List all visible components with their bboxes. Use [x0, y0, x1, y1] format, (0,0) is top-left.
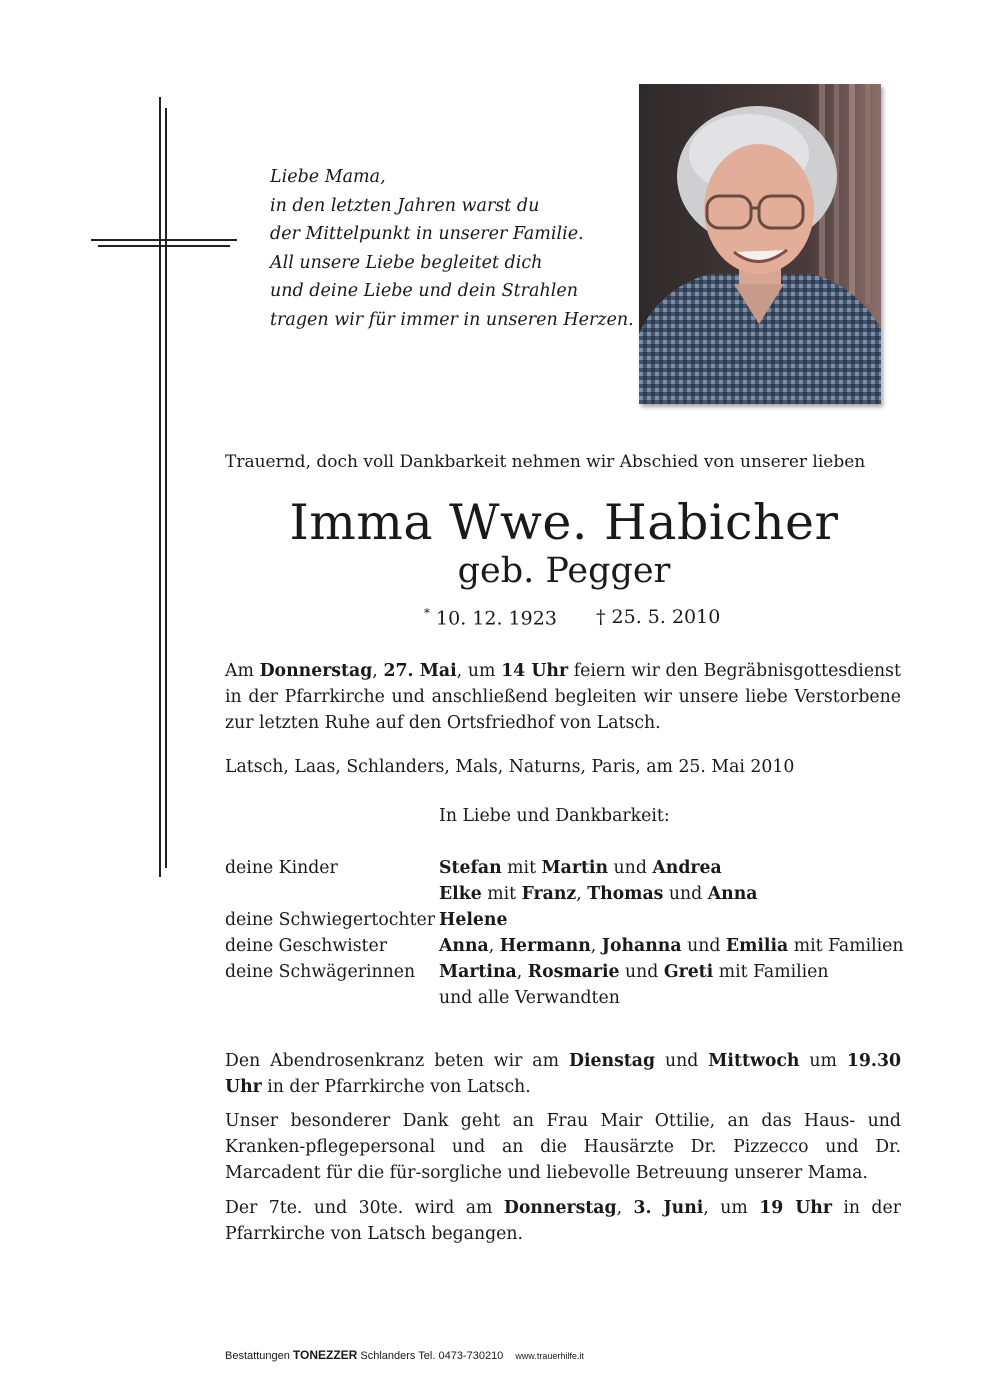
poem — [270, 163, 634, 334]
relation-names — [439, 910, 507, 930]
birth-date-value: 10. 12. 1923 — [436, 607, 557, 630]
relative-name: Franz — [521, 884, 577, 904]
poem-line: und deine Liebe und dein Strahlen — [270, 281, 578, 301]
relation-names — [439, 936, 904, 956]
memorial-paragraph — [225, 1195, 901, 1247]
relative-name: Thomas — [587, 884, 664, 904]
relation-names — [439, 884, 757, 904]
text: , — [372, 661, 384, 681]
thanks-paragraph: Unser besonderer Dank geht an Frau Mair Ottilie, an das Haus- und Kranken-pflegepersonal und an die Hausärzte Dr. Pizzecco und Dr. Marcadent für die für-sorgliche und liebevolle Betreuung unserer Mama. — [225, 1111, 901, 1183]
bold-text: Dienstag — [568, 1051, 656, 1071]
text: mit Familien — [713, 962, 829, 982]
cross-horizontal-line — [91, 239, 237, 241]
website-link[interactable]: www.trauerhilfe.it — [515, 1351, 584, 1361]
text: um — [799, 1051, 847, 1071]
poem-line: tragen wir für immer in unseren Herzen. — [270, 309, 634, 330]
bold-text: 19 Uhr — [759, 1198, 832, 1218]
portrait-image — [639, 84, 881, 404]
relation-label: deine Schwiegertochter — [225, 910, 435, 930]
bold-text: Mittwoch — [708, 1051, 800, 1071]
relative-name: Anna — [707, 884, 758, 904]
text: in der Pfarrkirche von Latsch begangen. — [225, 1198, 901, 1244]
bold-text: Donnerstag — [503, 1198, 617, 1218]
death-symbol: † — [596, 606, 606, 628]
poem-line: Liebe Mama, — [270, 167, 386, 187]
cross-vertical-line — [159, 97, 161, 877]
text: , um — [456, 661, 502, 681]
funeral-paragraph — [225, 658, 901, 736]
bold-text: 19.30 Uhr — [225, 1051, 901, 1097]
relative-name: Stefan — [439, 858, 502, 878]
text: , — [576, 884, 588, 904]
text: mit — [481, 884, 522, 904]
relative-name: Martin — [541, 858, 609, 878]
text: feiern wir den Begräbnisgottesdienst in der Pfarrkirche und anschließend begleiten wir unsere liebe Verstorbene zur letzten Ruhe auf den Ortsfriedhof von Latsch. — [225, 661, 901, 733]
text: mit Familien — [788, 936, 904, 956]
relation-names — [439, 858, 722, 878]
places-date: Latsch, Laas, Schlanders, Mals, Naturns, Paris, am 25. Mai 2010 — [225, 757, 795, 777]
text: , — [616, 1198, 634, 1218]
text: , — [516, 962, 528, 982]
poem-line: All unsere Liebe begleitet dich — [270, 252, 543, 273]
birth-symbol: * — [424, 606, 430, 620]
rosary-paragraph — [225, 1048, 901, 1100]
relative-name: Rosmarie — [527, 962, 620, 982]
text: , um — [703, 1198, 760, 1218]
intro-text: Trauernd, doch voll Dankbarkeit nehmen wir Abschied von unserer lieben — [225, 452, 866, 472]
text: und — [663, 884, 708, 904]
deceased-name: Imma Wwe. Habicher — [289, 494, 839, 551]
text: Der 7te. und 30te. wird am — [225, 1198, 504, 1218]
text: und — [655, 1051, 709, 1071]
gratitude-line: In Liebe und Dankbarkeit: — [439, 806, 670, 826]
bold-text: Donnerstag — [259, 661, 373, 681]
relation-names — [439, 962, 829, 982]
relative-name: Hermann — [499, 936, 591, 956]
text: und — [619, 962, 664, 982]
cross-horizontal-line-inner — [98, 245, 230, 247]
footer — [225, 1348, 584, 1362]
poem-line: der Mittelpunkt in unserer Familie. — [270, 224, 584, 244]
footer-text: Schlanders Tel. 0473-730210 — [357, 1350, 504, 1362]
relative-name: Martina — [439, 962, 517, 982]
bold-text: 27. Mai — [383, 661, 457, 681]
cross-vertical-line-inner — [165, 108, 167, 868]
relative-name: Emilia — [725, 936, 789, 956]
text: Den Abendrosenkranz beten wir am — [225, 1051, 569, 1071]
relative-name: Elke — [439, 884, 482, 904]
footer-text: Bestattungen — [225, 1350, 293, 1362]
text: , — [488, 936, 500, 956]
text: in der Pfarrkirche von Latsch. — [261, 1077, 531, 1097]
text: und — [681, 936, 726, 956]
relative-name: Anna — [439, 936, 489, 956]
text: Am — [225, 661, 260, 681]
maiden-name: geb. Pegger — [457, 551, 671, 591]
portrait-photo — [639, 84, 881, 404]
relative-name: Greti — [663, 962, 714, 982]
bold-text: 3. Juni — [633, 1198, 704, 1218]
birth-date — [424, 606, 557, 629]
relative-name: Johanna — [601, 936, 682, 956]
text: mit — [501, 858, 542, 878]
death-date — [596, 606, 720, 628]
relation-label: deine Kinder — [225, 858, 338, 878]
death-date-value: 25. 5. 2010 — [611, 606, 721, 628]
relation-label: deine Schwägerinnen — [225, 962, 416, 982]
relation-label: deine Geschwister — [225, 936, 387, 956]
text: und — [608, 858, 653, 878]
text: , — [590, 936, 602, 956]
relative-name: Helene — [439, 910, 508, 930]
relation-names: und alle Verwandten — [439, 988, 620, 1008]
relative-name: Andrea — [652, 858, 722, 878]
poem-line: in den letzten Jahren warst du — [270, 195, 540, 216]
bold-text: 14 Uhr — [501, 661, 569, 681]
company-name: TONEZZER — [292, 1348, 358, 1362]
